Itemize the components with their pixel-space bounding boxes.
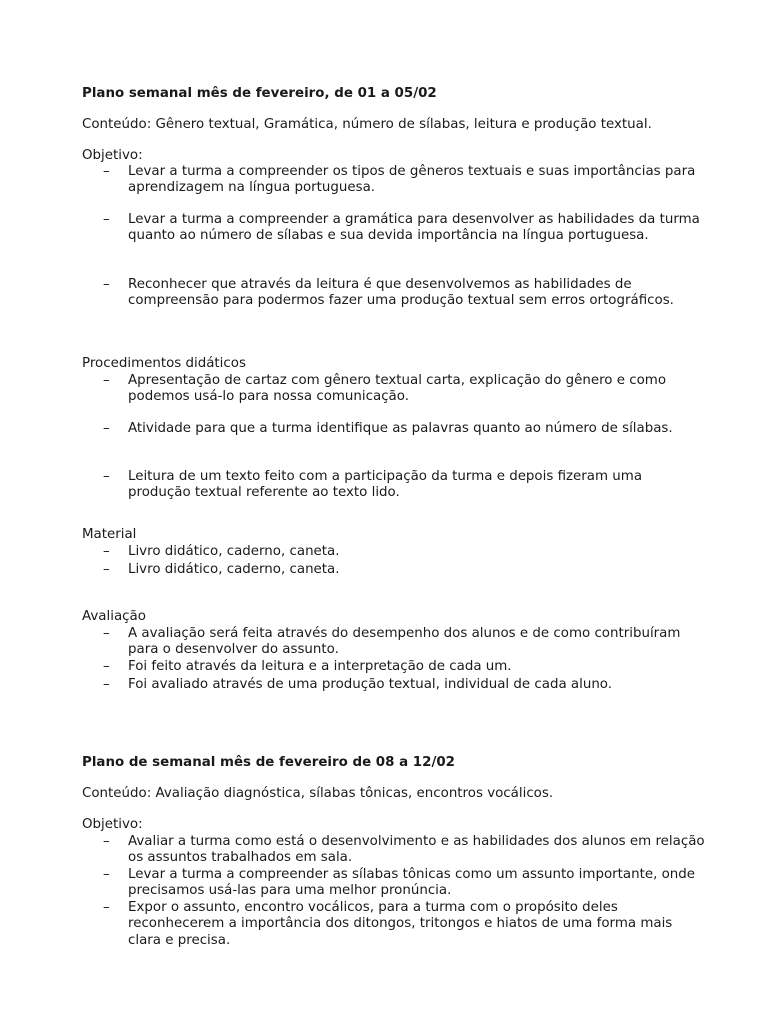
plan1-material-item-2: Livro didático, caderno, caneta.: [128, 562, 340, 577]
dash: –: [103, 277, 110, 292]
dash: –: [103, 677, 110, 692]
dash: –: [103, 562, 110, 577]
plan1-conteudo: Conteúdo: Gênero textual, Gramática, número de sílabas, leitura e produção textual.: [82, 117, 652, 132]
dash: –: [103, 900, 110, 915]
plan1-material-item-1: Livro didático, caderno, caneta.: [128, 544, 340, 559]
dash: –: [103, 544, 110, 559]
plan1-title: Plano semanal mês de fevereiro, de 01 a 05/02: [82, 86, 437, 101]
plan1-objetivo-item-1: Levar a turma a compreender os tipos de gêneros textuais e suas importâncias para aprendizagem na língua portuguesa.: [128, 164, 696, 196]
plan1-procedimentos-item-3: Leitura de um texto feito com a participação da turma e depois fizeram uma produção textual referente ao texto lido.: [128, 469, 643, 501]
plan2-objetivo-item-1: Avaliar a turma como está o desenvolvimento e as habilidades dos alunos em relação os assuntos trabalhados em sala.: [128, 834, 705, 866]
dash: –: [103, 212, 110, 227]
plan1-avaliacao-item-1: A avaliação será feita através do desempenho dos alunos e de como contribuíram para o desenvolver do assunto.: [128, 626, 681, 658]
dash: –: [103, 469, 110, 484]
plan1-material-heading: Material: [82, 527, 137, 542]
plan2-objetivo-item-2: Levar a turma a compreender as sílabas tônicas como um assunto importante, onde precisamos usá-las para uma melhor pronúncia.: [128, 867, 696, 899]
dash: –: [103, 164, 110, 179]
plan1-avaliacao-heading: Avaliação: [82, 609, 146, 624]
dash: –: [103, 659, 110, 674]
dash: –: [103, 373, 110, 388]
plan1-procedimentos-item-2: Atividade para que a turma identifique as palavras quanto ao número de sílabas.: [128, 421, 673, 436]
plan1-avaliacao-item-2: Foi feito através da leitura e a interpretação de cada um.: [128, 659, 512, 674]
plan1-procedimentos-heading: Procedimentos didáticos: [82, 356, 246, 371]
plan1-objetivo-item-2: Levar a turma a compreender a gramática para desenvolver as habilidades da turma quanto ao número de sílabas e sua devida importância na língua portuguesa.: [128, 212, 700, 244]
plan1-objetivo-heading: Objetivo:: [82, 148, 143, 163]
plan2-objetivo-item-3: Expor o assunto, encontro vocálicos, para a turma com o propósito deles reconhecerem a importância dos ditongos, tritongos e hiatos de uma forma mais clara e precisa.: [128, 900, 673, 948]
plan1-avaliacao-item-3: Foi avaliado através de uma produção textual, individual de cada aluno.: [128, 677, 613, 692]
dash: –: [103, 626, 110, 641]
plan1-procedimentos-item-1: Apresentação de cartaz com gênero textual carta, explicação do gênero e como podemos usá-lo para nossa comunicação.: [128, 373, 667, 405]
plan2-title: Plano de semanal mês de fevereiro de 08 a 12/02: [82, 755, 455, 770]
dash: –: [103, 421, 110, 436]
plan1-objetivo-item-3: Reconhecer que através da leitura é que desenvolvemos as habilidades de compreensão para podermos fazer uma produção textual sem erros ortográficos.: [128, 277, 674, 309]
plan2-conteudo: Conteúdo: Avaliação diagnóstica, sílabas tônicas, encontros vocálicos.: [82, 786, 554, 801]
plan2-objetivo-heading: Objetivo:: [82, 817, 143, 832]
dash: –: [103, 867, 110, 882]
dash: –: [103, 834, 110, 849]
